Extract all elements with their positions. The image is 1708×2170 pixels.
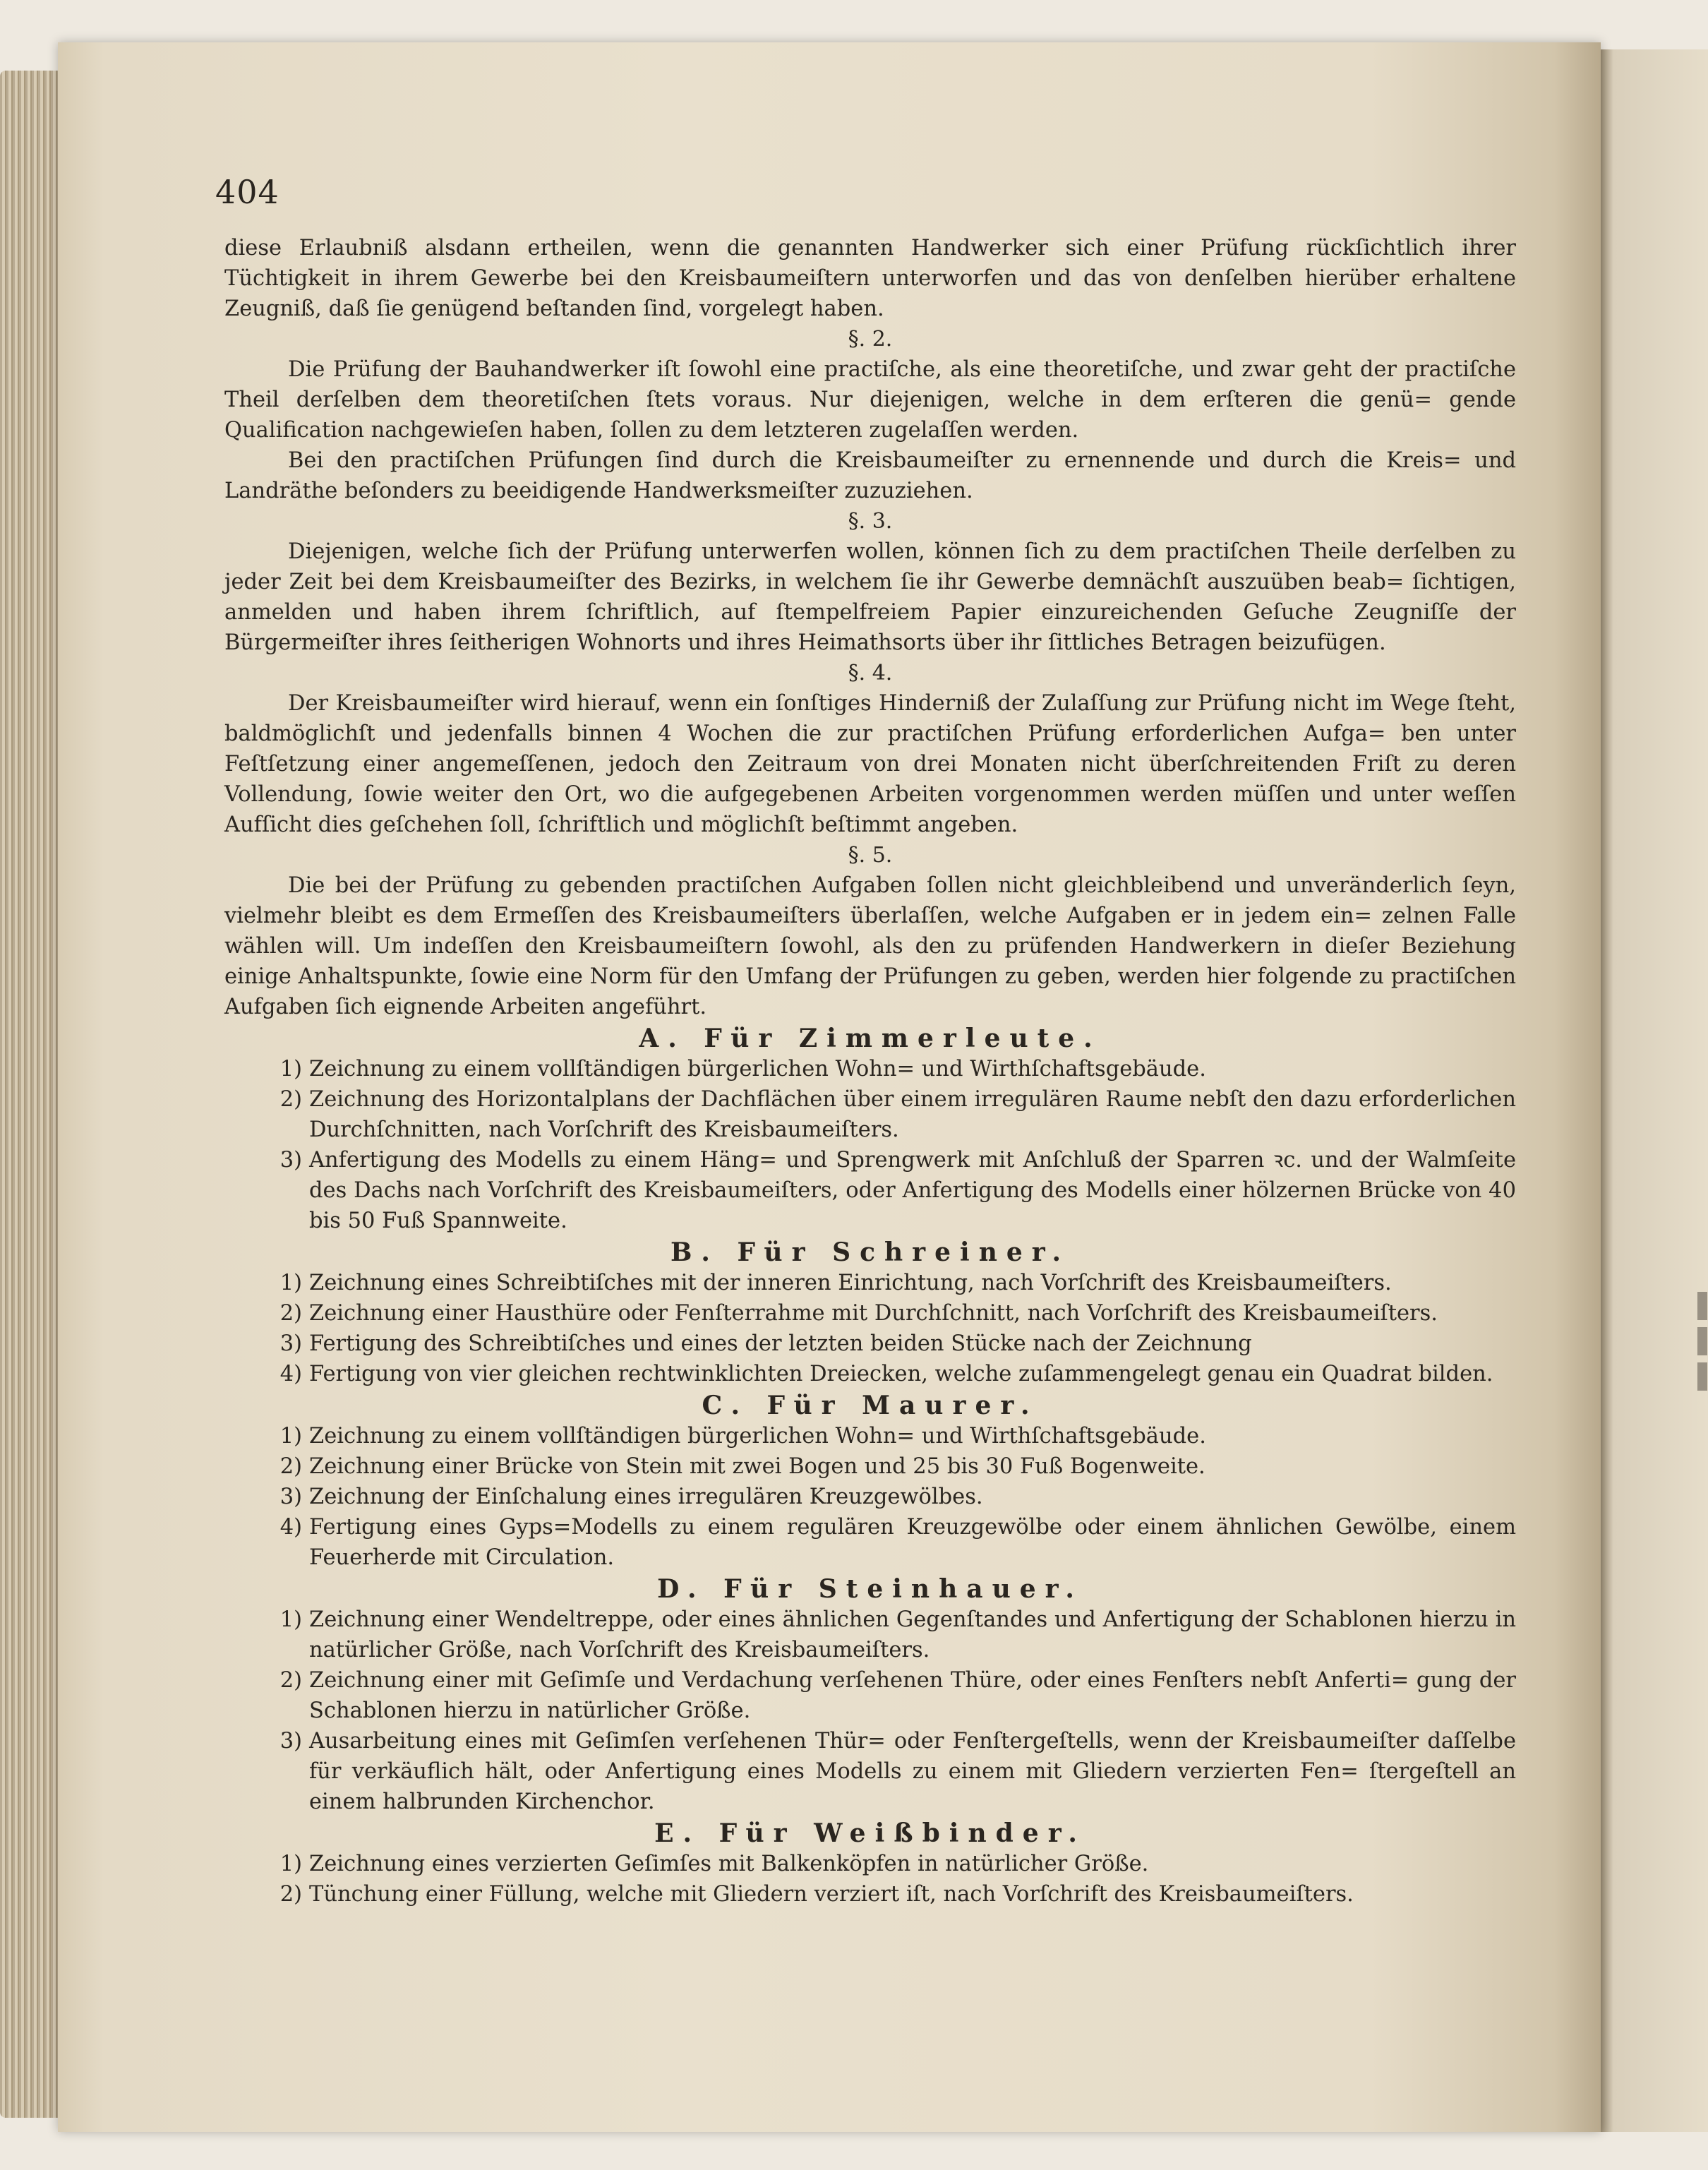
trade-heading: B. Für Schreiner. bbox=[670, 1237, 1070, 1267]
paragraph: Der Kreisbaumeiſter wird hierauf, wenn ein ſonſtiges Hinderniß der Zulaſſung zur Prüfung nicht im Wege ſteht, baldmöglichſt und jedenfalls binnen 4 Wochen die zur practiſchen Prüfung erforderlichen Aufga= ben unter Feſtſetzung einer angemeſſenen, jedoch den Zeitraum von drei Monaten nicht überſchreitenden Friſt zu deren Vollendung, ſowie weiter den Ort, wo die aufgegebenen Arbeiten vorgenommen werden müſſen und unter weſſen Aufſicht dies geſchehen ſoll, ſchriftlich und möglichſt beſtimmt angeben. bbox=[224, 691, 1516, 837]
section-2 bbox=[224, 324, 1516, 506]
task-list bbox=[224, 1268, 1516, 1389]
list-item bbox=[224, 1726, 1516, 1817]
item-number: 1) bbox=[279, 1271, 302, 1295]
item-number: 2) bbox=[279, 1668, 302, 1693]
item-text: Zeichnung eines verzierten Geſimſes mit Balkenköpfen in natürlicher Größe. bbox=[309, 1852, 1149, 1876]
trade-schreiner bbox=[224, 1237, 1516, 1389]
item-text: Tünchung einer Füllung, welche mit Gliedern verziert iſt, nach Vorſchrift des Kreisbaumeiſters. bbox=[309, 1882, 1354, 1907]
task-list bbox=[224, 1605, 1516, 1817]
item-number: 1) bbox=[279, 1057, 302, 1081]
item-number: 3) bbox=[279, 1331, 302, 1356]
item-text: Fertigung eines Gyps=Modells zu einem regulären Kreuzgewölbe oder einem ähnlichen Gewölbe, einem Feuerherde mit Circulation. bbox=[309, 1515, 1516, 1570]
list-item bbox=[224, 1665, 1516, 1726]
trade-heading: C. Für Maurer. bbox=[702, 1391, 1039, 1420]
list-item bbox=[224, 1849, 1516, 1879]
item-text: Zeichnung einer Hausthüre oder Fenſterrahme mit Durchſchnitt, nach Vorſchrift des Kreisbaumeiſters. bbox=[309, 1301, 1438, 1326]
list-item bbox=[224, 1268, 1516, 1298]
section-heading: §. 5. bbox=[848, 843, 893, 868]
trade-weissbinder bbox=[224, 1818, 1516, 1910]
list-item bbox=[224, 1359, 1516, 1389]
trade-maurer bbox=[224, 1391, 1516, 1573]
item-number: 2) bbox=[279, 1454, 302, 1479]
task-list bbox=[224, 1421, 1516, 1573]
list-item bbox=[224, 1512, 1516, 1573]
list-item bbox=[224, 1605, 1516, 1665]
item-number: 2) bbox=[279, 1301, 302, 1326]
item-number: 3) bbox=[279, 1485, 302, 1509]
section-5 bbox=[224, 840, 1516, 1022]
item-number: 4) bbox=[279, 1515, 302, 1540]
trade-steinhauer bbox=[224, 1574, 1516, 1817]
list-item bbox=[224, 1451, 1516, 1482]
item-text: Zeichnung des Horizontalplans der Dachflächen über einem irregulären Raume nebſt den dazu erforderlichen Durchſchnitten, nach Vorſchrift des Kreisbaumeiſters. bbox=[309, 1087, 1516, 1142]
page-body bbox=[224, 233, 1516, 1910]
trade-zimmerleute bbox=[224, 1024, 1516, 1236]
paragraph: Die bei der Prüfung zu gebenden practiſchen Aufgaben ſollen nicht gleichbleibend und unveränderlich ſeyn, vielmehr bleibt es dem Ermeſſen des Kreisbaumeiſters überlaſſen, welche Aufgaben er in jedem ein= zelnen Falle wählen will. Um indeſſen den Kreisbaumeiſtern ſowohl, als den zu prüfenden Handwerkern in dieſer Beziehung einige Anhaltspunkte, ſowie eine Norm für den Umfang der Prüfungen zu geben, werden hier folgende zu practiſchen Aufgaben ſich eignende Arbeiten angeführt. bbox=[224, 873, 1516, 1019]
list-item bbox=[224, 1298, 1516, 1329]
item-text: Fertigung von vier gleichen rechtwinklichten Dreiecken, welche zuſammengelegt genau ein Quadrat bilden. bbox=[309, 1362, 1493, 1386]
item-number: 1) bbox=[279, 1424, 302, 1449]
list-item bbox=[224, 1329, 1516, 1359]
item-text: Zeichnung einer Wendeltreppe, oder eines ähnlichen Gegenſtandes und Anfertigung der Schablonen hierzu in natürlicher Größe, nach Vorſchrift des Kreisbaumeiſters. bbox=[309, 1607, 1516, 1662]
page-number: 404 bbox=[215, 173, 279, 211]
item-number: 1) bbox=[279, 1607, 302, 1632]
facing-page-edge bbox=[1601, 49, 1708, 2132]
item-text: Zeichnung zu einem vollſtändigen bürgerlichen Wohn= und Wirthſchaftsgebäude. bbox=[309, 1057, 1206, 1081]
item-number: 2) bbox=[279, 1882, 302, 1907]
section-heading: §. 2. bbox=[848, 327, 893, 352]
item-text: Anfertigung des Modells zu einem Häng= und Sprengwerk mit Anſchluß der Sparren ꝛc. und der Walmſeite des Dachs nach Vorſchrift des Kreisbaumeiſters, oder Anfertigung des Modells einer hölzernen Brücke von 40 bis 50 Fuß Spannweite. bbox=[309, 1148, 1516, 1233]
section-4 bbox=[224, 658, 1516, 840]
task-list bbox=[224, 1054, 1516, 1236]
intro-paragraph: diese Erlaubniß alsdann ertheilen, wenn die genannten Handwerker sich einer Prüfung rückſichtlich ihrer Tüchtigkeit in ihrem Gewerbe bei den Kreisbaumeiſtern unterworfen und das von denſelben hierüber erhaltene Zeugniß, daß ſie genügend beſtanden ſind, vorgelegt haben. bbox=[224, 236, 1516, 321]
trade-heading: A. Für Zimmerleute. bbox=[639, 1024, 1102, 1053]
facing-page-text-fragment bbox=[1697, 1292, 1707, 1320]
paragraph: Diejenigen, welche ſich der Prüfung unterwerfen wollen, können ſich zu dem practiſchen Theile derſelben zu jeder Zeit bei dem Kreisbaumeiſter des Bezirks, in welchem ſie ihr Gewerbe demnächſt auszuüben beab= ſichtigen, anmelden und haben ihrem ſchriftlich, auf ſtempelfreiem Papier einzureichenden Geſuche Zeugniſſe der Bürgermeiſter ihres ſeitherigen Wohnorts und ihres Heimathsorts über ihr ſittliches Betragen beizufügen. bbox=[224, 539, 1516, 655]
item-text: Zeichnung einer mit Geſimſe und Verdachung verſehenen Thüre, oder eines Fenſters nebſt Anferti= gung der Schablonen hierzu in natürlicher Größe. bbox=[309, 1668, 1516, 1723]
item-text: Zeichnung zu einem vollſtändigen bürgerlichen Wohn= und Wirthſchaftsgebäude. bbox=[309, 1424, 1206, 1449]
item-number: 1) bbox=[279, 1852, 302, 1876]
item-number: 3) bbox=[279, 1148, 302, 1173]
paragraph: Die Prüfung der Bauhandwerker iſt ſowohl eine practiſche, als eine theoretiſche, und zwar geht der practiſche Theil derſelben dem theoretiſchen ſtets voraus. Nur diejenigen, welche in dem erſteren die genü= gende Qualification nachgewieſen haben, ſollen zu dem letzteren zugelaſſen werden. bbox=[224, 357, 1516, 443]
list-item bbox=[224, 1482, 1516, 1512]
facing-page-text-fragment bbox=[1697, 1327, 1707, 1355]
item-text: Zeichnung eines Schreibtiſches mit der inneren Einrichtung, nach Vorſchrift des Kreisbaumeiſters. bbox=[309, 1271, 1392, 1295]
section-3 bbox=[224, 506, 1516, 658]
item-number: 3) bbox=[279, 1729, 302, 1754]
list-item bbox=[224, 1054, 1516, 1084]
item-text: Fertigung des Schreibtiſches und eines der letzten beiden Stücke nach der Zeichnung bbox=[309, 1331, 1252, 1356]
list-item bbox=[224, 1879, 1516, 1910]
item-text: Zeichnung der Einſchalung eines irregulären Kreuzgewölbes. bbox=[309, 1485, 983, 1509]
task-list bbox=[224, 1849, 1516, 1910]
section-heading: §. 4. bbox=[848, 661, 893, 685]
list-item bbox=[224, 1421, 1516, 1451]
item-number: 2) bbox=[279, 1087, 302, 1112]
item-text: Zeichnung einer Brücke von Stein mit zwei Bogen und 25 bis 30 Fuß Bogenweite. bbox=[309, 1454, 1205, 1479]
book-page-edges bbox=[0, 71, 64, 2118]
item-text: Ausarbeitung eines mit Geſimſen verſehenen Thür= oder Fenſtergeſtells, wenn der Kreisbaumeiſter daſſelbe für verkäuflich hält, oder Anfertigung eines Modells zu einem mit Gliedern verzierten Fen= ſtergeſtell an einem halbrunden Kirchenchor. bbox=[309, 1729, 1516, 1814]
list-item bbox=[224, 1145, 1516, 1236]
trade-heading: E. Für Weißbinder. bbox=[654, 1818, 1086, 1848]
section-heading: §. 3. bbox=[848, 509, 893, 534]
paragraph: Bei den practiſchen Prüfungen ſind durch die Kreisbaumeiſter zu ernennende und durch die Kreis= und Landräthe beſonders zu beeidigende Handwerksmeiſter zuzuziehen. bbox=[224, 448, 1516, 503]
list-item bbox=[224, 1084, 1516, 1145]
facing-page-text-fragment bbox=[1697, 1362, 1707, 1391]
item-number: 4) bbox=[279, 1362, 302, 1386]
trade-heading: D. Für Steinhauer. bbox=[657, 1574, 1083, 1604]
